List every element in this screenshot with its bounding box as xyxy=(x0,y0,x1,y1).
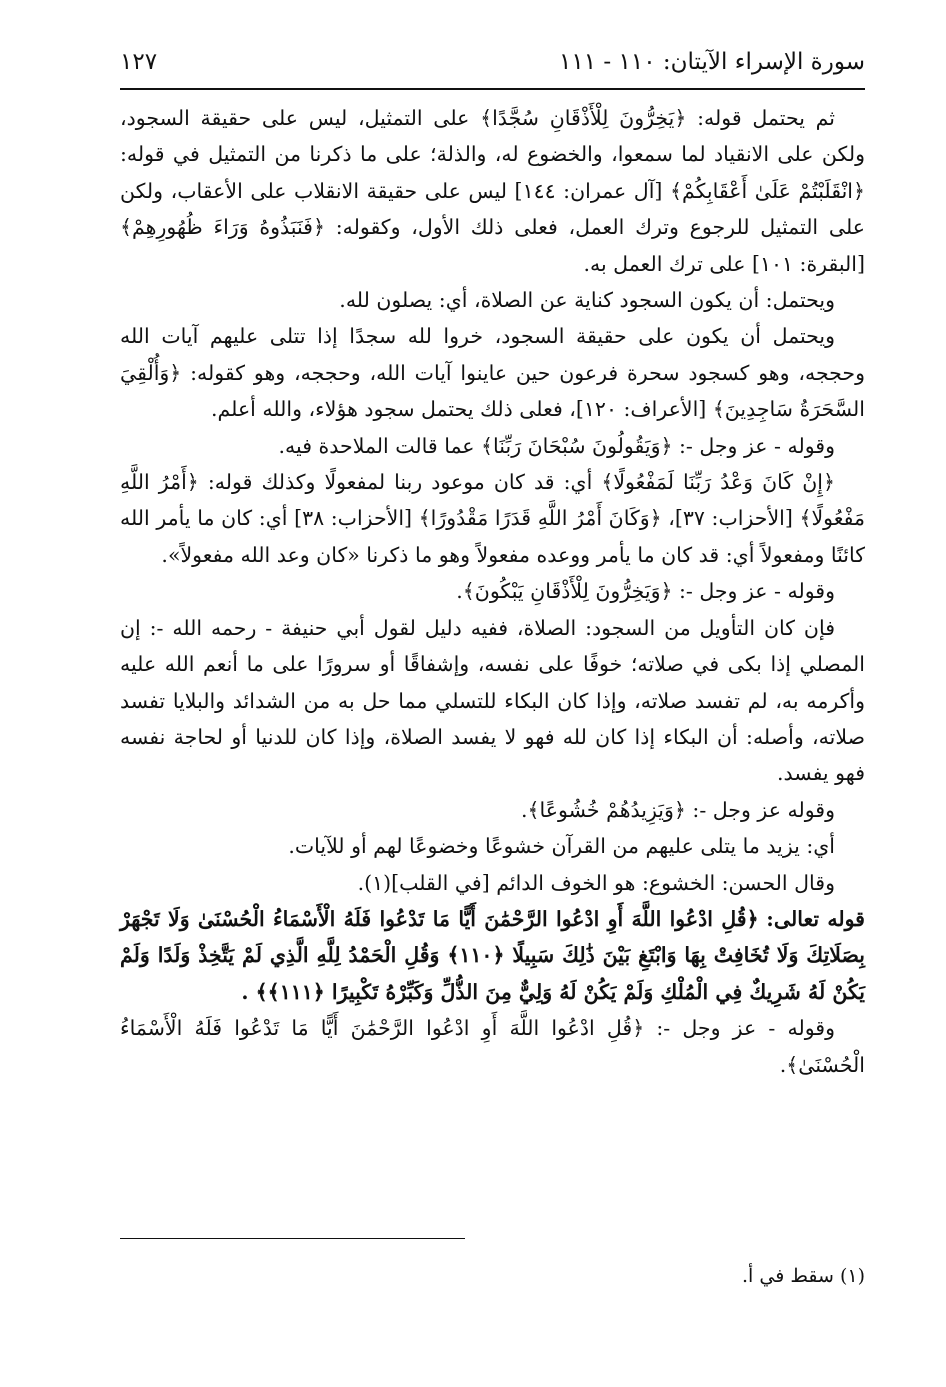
header-rule xyxy=(120,88,865,90)
paragraph-interpretation-1: ثم يحتمل قوله: ﴿يَخِرُّونَ لِلْأَذْقَانِ سُجَّدًا﴾ على التمثيل، ليس على حقيقة السجود، ولكن على الانقياد لما سمعوا، والخضوع له، والذلة؛ على ما ذكرنا من التمثيل في قوله: ﴿انْقَلَبْتُمْ عَلَىٰ أَعْقَابِكُمْ﴾ [آل عمران: ١٤٤] ليس على حقيقة الانقلاب على الأعقاب، ولكن على التمثيل للرجوع وترك العمل، فعلى ذلك الأول، وكقوله: ﴿فَنَبَذُوهُ وَرَاءَ ظُهُورِهِمْ﴾ [البقرة: ١٠١] على ترك العمل به. xyxy=(120,106,865,276)
paragraph-yabkun: وقوله - عز وجل -: ﴿وَيَخِرُّونَ لِلْأَذْقَانِ يَبْكُونَ﴾. xyxy=(456,579,835,604)
paragraph-abu-hanifa: فإن كان التأويل من السجود: الصلاة، ففيه دليل لقول أبي حنيفة - رحمه الله -: إن المصلي إذا بكى في صلاته؛ خوفًا على نفسه، وإشفاقًا أو سرورًا على ما أنعم الله عليه وأكرمه به، لم تفسد صلاته، وإذا كان البكاء للتسلي مما حل به من الشدائد والبلايا تفسد صلاته، وأصله: أن البكاء إذا كان لله فهو لا يفسد الصلاة، وإذا كان للدنيا أو لحاجة نفسه فهو يفسد. xyxy=(120,615,865,786)
paragraph-closing: وقوله - عز وجل -: ﴿قُلِ ادْعُوا اللَّهَ أَوِ ادْعُوا الرَّحْمَٰنَ أَيًّا مَا تَدْعُوا فَلَهُ الْأَسْمَاءُ الْحُسْنَىٰ﴾. xyxy=(120,1016,865,1077)
paragraph-interpretation-2: ويحتمل: أن يكون السجود كناية عن الصلاة، أي: يصلون لله. xyxy=(339,288,835,313)
commentary-body xyxy=(120,100,865,1083)
footnote: (١) سقط في أ. xyxy=(742,1265,865,1287)
page xyxy=(120,40,865,1360)
verse-text: ﴿قُلِ ادْعُوا اللَّهَ أَوِ ادْعُوا الرَّحْمَٰنَ أَيًّا مَا تَدْعُوا فَلَهُ الْأَسْمَاءُ الْحُسْنَىٰ وَلَا تَجْهَرْ بِصَلَاتِكَ وَلَا تُخَافِتْ بِهَا وَابْتَغِ بَيْنَ ذَٰلِكَ سَبِيلًا ﴿١١٠﴾ وَقُلِ الْحَمْدُ لِلَّهِ الَّذِي لَمْ يَتَّخِذْ وَلَدًا وَلَمْ يَكُنْ لَهُ شَرِيكٌ فِي الْمُلْكِ وَلَمْ يَكُنْ لَهُ وَلِيٌّ مِنَ الذُّلِّ وَكَبِّرْهُ تَكْبِيرًا ﴿١١١﴾﴾ . xyxy=(120,906,865,1004)
paragraph-maful: ﴿إِنْ كَانَ وَعْدُ رَبِّنَا لَمَفْعُولًا﴾ أي: قد كان موعود ربنا لمفعولًا وكذلك قوله: ﴿أَمْرُ اللَّهِ مَفْعُولًا﴾ [الأحزاب: ٣٧]، ﴿وَكَانَ أَمْرُ اللَّهِ قَدَرًا مَقْدُورًا﴾ [الأحزاب: ٣٨] أي: كان ما يأمر الله كائنًا ومفعولاً أي: قد كان ما يأمر ووعده مفعولاً وهو ما ذكرنا «كان وعد الله مفعولاً». xyxy=(120,470,865,567)
verse-block xyxy=(120,901,865,1010)
page-number: ١٢٧ xyxy=(120,49,158,75)
paragraph-khushu-verse: وقوله عز وجل -: ﴿وَيَزِيدُهُمْ خُشُوعًا﴾. xyxy=(521,797,835,822)
paragraph-subhanarabbina: وقوله - عز وجل -: ﴿وَيَقُولُونَ سُبْحَانَ رَبِّنَا﴾ عما قالت الملاحدة فيه. xyxy=(278,433,835,458)
paragraph-khushu-meaning: أي: يزيد ما يتلى عليهم من القرآن خشوعًا وخضوعًا لهم أو للآيات. xyxy=(288,834,835,859)
verse-label: قوله تعالى: xyxy=(766,906,865,931)
running-title: سورة الإسراء الآيتان: ١١٠ - ١١١ xyxy=(559,49,865,75)
running-header xyxy=(120,40,865,84)
paragraph-hasan-quote: وقال الحسن: الخشوع: هو الخوف الدائم [في القلب](١). xyxy=(357,870,835,895)
paragraph-interpretation-3: ويحتمل أن يكون على حقيقة السجود، خروا لله سجدًا إذا تتلى عليهم آيات الله وحججه، وهو كسجود سحرة فرعون حين عاينوا آيات الله، وحججه، وهو كقوله: ﴿وَأُلْقِيَ السَّحَرَةُ سَاجِدِينَ﴾ [الأعراف: ١٢٠]، فعلى ذلك يحتمل سجود هؤلاء، والله أعلم. xyxy=(120,324,865,422)
footnote-rule xyxy=(120,1238,465,1239)
